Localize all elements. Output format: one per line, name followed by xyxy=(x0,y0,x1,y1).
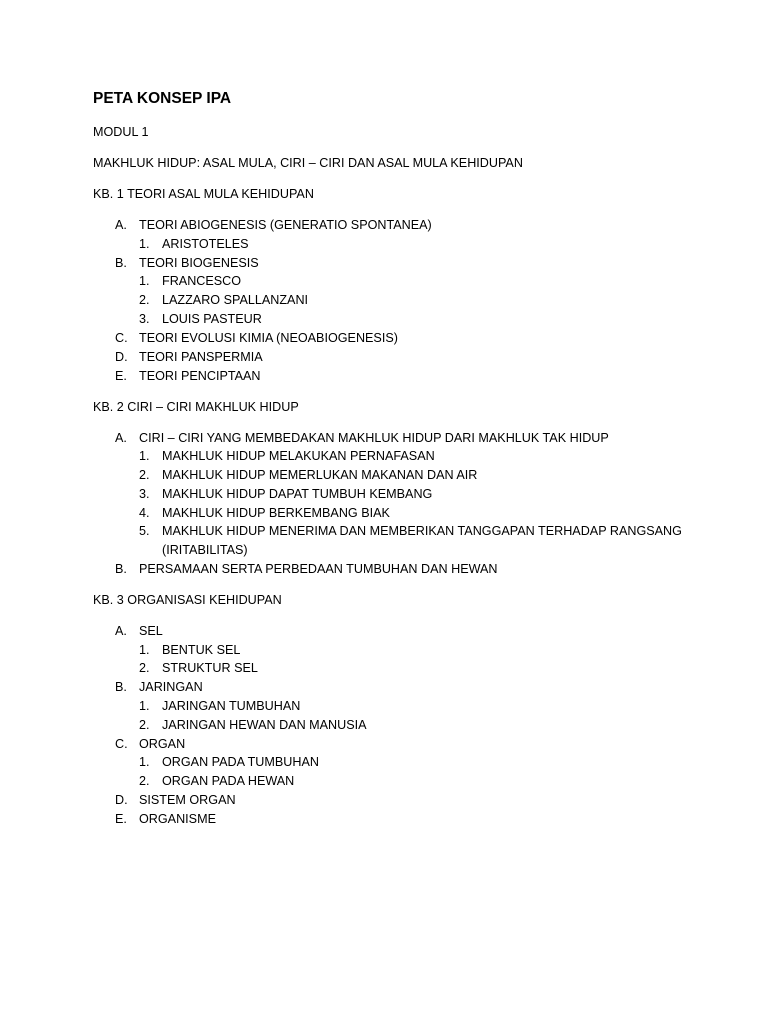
list-marker: E. xyxy=(115,812,127,826)
list-text: ORGAN PADA HEWAN xyxy=(162,774,295,788)
list-marker: 2. xyxy=(139,661,150,675)
list-text: JARINGAN HEWAN DAN MANUSIA xyxy=(162,718,367,732)
list-text: TEORI PANSPERMIA xyxy=(139,350,263,364)
list-marker: B. xyxy=(115,562,127,576)
subject-heading: MAKHLUK HIDUP: ASAL MULA, CIRI – CIRI DAN ASAL MULA KEHIDUPAN xyxy=(93,156,523,170)
list-marker: A. xyxy=(115,431,127,445)
list-marker: 5. xyxy=(139,524,150,538)
list-text: MAKHLUK HIDUP MEMERLUKAN MAKANAN DAN AIR xyxy=(162,468,478,482)
list-marker: C. xyxy=(115,331,128,345)
list-marker: 2. xyxy=(139,718,150,732)
kb2-heading: KB. 2 CIRI – CIRI MAKHLUK HIDUP xyxy=(93,400,299,414)
kb1-heading: KB. 1 TEORI ASAL MULA KEHIDUPAN xyxy=(93,187,314,201)
list-marker: A. xyxy=(115,624,127,638)
list-marker: 1. xyxy=(139,643,150,657)
list-marker: 3. xyxy=(139,312,150,326)
list-text: SISTEM ORGAN xyxy=(139,793,236,807)
list-text: ORGANISME xyxy=(139,812,216,826)
list-marker: 1. xyxy=(139,449,150,463)
list-text: ORGAN xyxy=(139,737,186,751)
list-marker: D. xyxy=(115,793,128,807)
list-text: ARISTOTELES xyxy=(162,237,249,251)
list-marker: C. xyxy=(115,737,128,751)
list-text: JARINGAN TUMBUHAN xyxy=(162,699,301,713)
list-text: TEORI BIOGENESIS xyxy=(139,256,259,270)
list-text: MAKHLUK HIDUP MENERIMA DAN MEMBERIKAN TANGGAPAN TERHADAP RANGSANG xyxy=(162,524,682,538)
list-text: BENTUK SEL xyxy=(162,643,241,657)
list-marker: 1. xyxy=(139,237,150,251)
list-marker: D. xyxy=(115,350,128,364)
list-marker: 4. xyxy=(139,506,150,520)
list-text: CIRI – CIRI YANG MEMBEDAKAN MAKHLUK HIDUP DARI MAKHLUK TAK HIDUP xyxy=(139,431,609,445)
list-marker: 1. xyxy=(139,699,150,713)
page-title: PETA KONSEP IPA xyxy=(93,90,232,107)
list-text: (IRITABILITAS) xyxy=(162,543,248,557)
list-marker: B. xyxy=(115,256,127,270)
list-marker: B. xyxy=(115,680,127,694)
list-marker: 1. xyxy=(139,755,150,769)
modul-label: MODUL 1 xyxy=(93,125,149,139)
list-text: MAKHLUK HIDUP DAPAT TUMBUH KEMBANG xyxy=(162,487,433,501)
list-text: ORGAN PADA TUMBUHAN xyxy=(162,755,319,769)
list-text: TEORI PENCIPTAAN xyxy=(139,369,261,383)
kb3-heading: KB. 3 ORGANISASI KEHIDUPAN xyxy=(93,593,282,607)
list-marker: 2. xyxy=(139,468,150,482)
list-text: STRUKTUR SEL xyxy=(162,661,258,675)
list-marker: 2. xyxy=(139,293,150,307)
list-text: SEL xyxy=(139,624,163,638)
list-text: TEORI EVOLUSI KIMIA (NEOABIOGENESIS) xyxy=(139,331,398,345)
list-text: PERSAMAAN SERTA PERBEDAAN TUMBUHAN DAN HEWAN xyxy=(139,562,498,576)
list-marker: 1. xyxy=(139,274,150,288)
list-marker: E. xyxy=(115,369,127,383)
list-text: FRANCESCO xyxy=(162,274,242,288)
list-text: JARINGAN xyxy=(139,680,203,694)
list-text: TEORI ABIOGENESIS (GENERATIO SPONTANEA) xyxy=(139,218,432,232)
list-text: LAZZARO SPALLANZANI xyxy=(162,293,309,307)
list-text: MAKHLUK HIDUP BERKEMBANG BIAK xyxy=(162,506,390,520)
list-marker: 2. xyxy=(139,774,150,788)
list-text: MAKHLUK HIDUP MELAKUKAN PERNAFASAN xyxy=(162,449,435,463)
list-marker: A. xyxy=(115,218,127,232)
list-marker: 3. xyxy=(139,487,150,501)
list-text: LOUIS PASTEUR xyxy=(162,312,262,326)
